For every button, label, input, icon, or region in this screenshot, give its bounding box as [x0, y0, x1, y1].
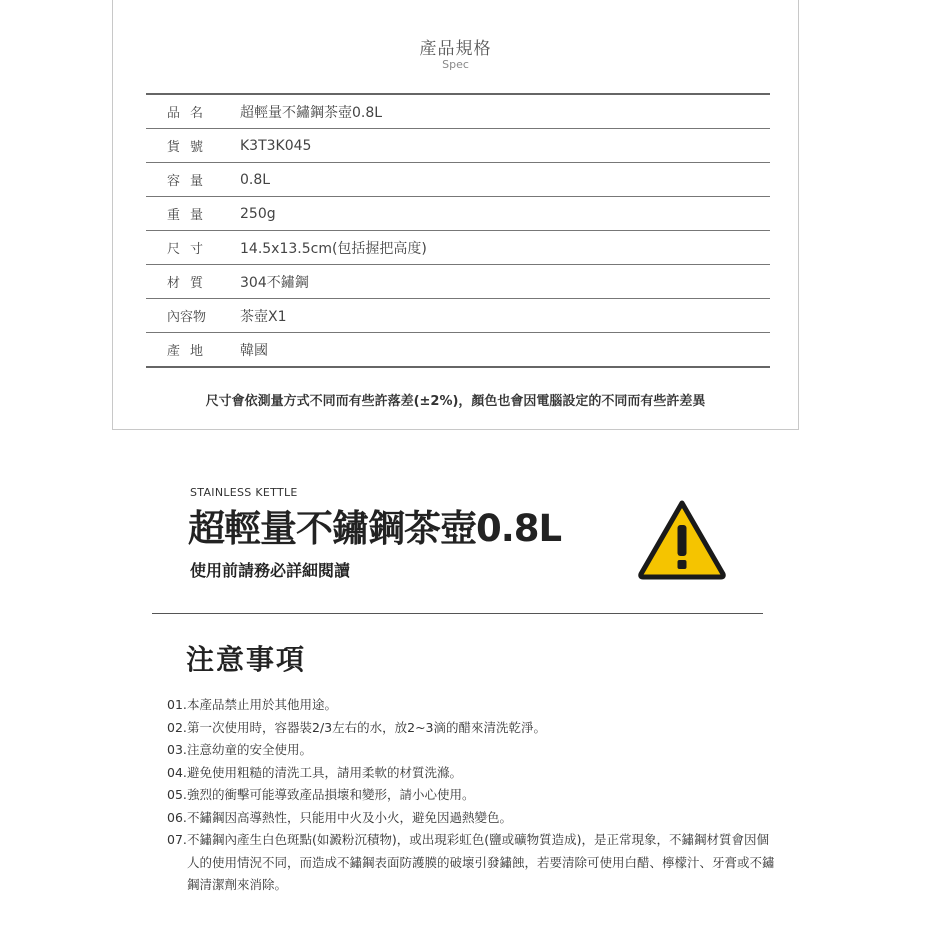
- list-item: [167, 694, 777, 717]
- note-text: 第一次使用時，容器裝2/3左右的水，放2~3滴的醋來清洗乾淨。: [187, 719, 546, 735]
- note-text: 不鏽鋼因高導熱性，只能用中火及小火，避免因過熱變色。: [187, 809, 513, 825]
- spec-label: 品名: [167, 106, 214, 121]
- spec-label: 重量: [167, 208, 214, 223]
- note-text: 避免使用粗糙的清洗工具，請用柔軟的材質洗滌。: [187, 764, 463, 780]
- note-number: 06.: [167, 809, 187, 825]
- notes-title: 注意事項: [186, 643, 307, 676]
- spec-row-size: [146, 231, 770, 265]
- spec-label: 尺寸: [167, 242, 214, 257]
- spec-row-name: [146, 93, 770, 129]
- note-number: 05.: [167, 787, 187, 802]
- list-item: [167, 807, 777, 830]
- spec-label: 材質: [167, 276, 214, 291]
- note-number: 02.: [167, 719, 187, 735]
- spec-value: 茶壺X1: [240, 308, 287, 325]
- note-text: 本產品禁止用於其他用途。: [187, 697, 338, 712]
- spec-section: [112, 0, 799, 430]
- spec-label: 產地: [167, 344, 214, 359]
- notes-list: [167, 694, 777, 897]
- note-text: 不鏽鋼內產生白色斑點(如澱粉沉積物)，或出現彩虹色(鹽或礦物質造成)，是正常現象，不鏽鋼材質會因個人的使用情況不同，而造成不鏽鋼表面防護膜的破壞引發鏽蝕，若要清除可使用白醋、檸檬汁、牙膏或不鏽鋼清潔劑來消除。: [187, 832, 775, 892]
- divider: [152, 613, 763, 614]
- note-number: 01.: [167, 697, 187, 712]
- hero-title: 超輕量不鏽鋼茶壺0.8L: [188, 507, 562, 550]
- spec-label: 內容物: [167, 310, 207, 325]
- spec-note: 尺寸會依測量方式不同而有些許落差(±2%)，顏色也會因電腦設定的不同而有些許差異: [205, 394, 706, 409]
- spec-row-capacity: [146, 163, 770, 197]
- spec-value: 250g: [240, 205, 276, 222]
- spec-subtitle: Spec: [442, 58, 469, 71]
- spec-value: 韓國: [240, 342, 268, 359]
- list-item: [167, 739, 777, 762]
- list-item: [167, 829, 777, 897]
- hero-subtitle: STAINLESS KETTLE: [190, 486, 298, 499]
- warning-icon: [637, 498, 727, 580]
- spec-label: 貨號: [167, 140, 214, 155]
- spec-table: [146, 93, 770, 368]
- spec-row-weight: [146, 197, 770, 231]
- note-text: 注意幼童的安全使用。: [187, 742, 313, 757]
- spec-title: 產品規格: [419, 39, 492, 59]
- list-item: [167, 762, 777, 785]
- note-number: 03.: [167, 742, 187, 757]
- note-number: 04.: [167, 764, 187, 780]
- spec-value: K3T3K045: [240, 137, 312, 154]
- spec-value: 304不鏽鋼: [240, 274, 309, 291]
- spec-value: 14.5x13.5cm(包括握把高度): [240, 240, 427, 257]
- spec-value: 0.8L: [240, 171, 271, 188]
- spec-value: 超輕量不鏽鋼茶壺0.8L: [240, 104, 383, 121]
- spec-label: 容量: [167, 174, 214, 189]
- spec-row-material: [146, 265, 770, 299]
- list-item: [167, 717, 777, 740]
- hero-description: 使用前請務必詳細閱讀: [190, 561, 351, 580]
- list-item: [167, 784, 777, 807]
- note-number: 07.: [167, 832, 187, 847]
- spec-row-contents: [146, 299, 770, 333]
- note-text: 強烈的衝擊可能導致產品損壞和變形，請小心使用。: [187, 787, 475, 802]
- spec-row-origin: [146, 333, 770, 368]
- spec-row-sku: [146, 129, 770, 163]
